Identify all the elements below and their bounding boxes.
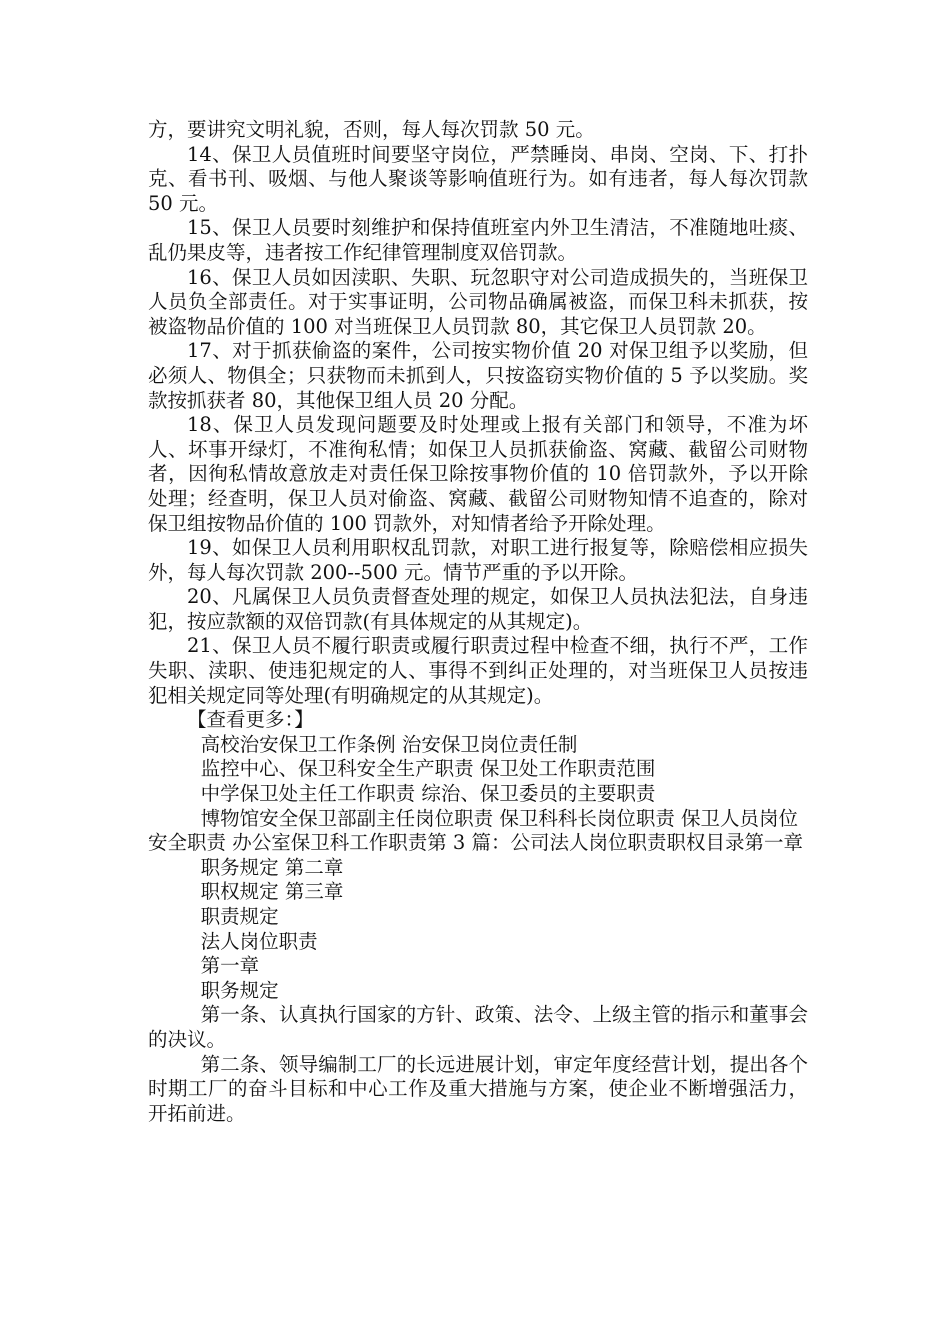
- paragraph-continued: 方，要讲究文明礼貌，否则，每人每次罚款 50 元。: [148, 118, 595, 141]
- paragraph-rule-19: 19、如保卫人员利用职权乱罚款，对职工进行报复等，除赔偿相应损失外，每人每次罚款 200--500 元。情节严重的予以开除。: [148, 536, 808, 584]
- toc-line: 法人岗位职责: [200, 929, 318, 953]
- article-2: 第二条、领导编制工厂的长远进展计划，审定年度经营计划，提出各个时期工厂的奋斗目标和中心工作及重大措施与方案，使企业不断增强活力，开拓前进。: [148, 1052, 808, 1125]
- paragraph-rule-15: 15、保卫人员要时刻维护和保持值班室内外卫生清洁，不准随地吐痰、乱仍果皮等，违者按工作纪律管理制度双倍罚款。: [148, 216, 808, 264]
- see-more-label: 【查看更多：】: [187, 708, 314, 732]
- chapter-heading: 第一章: [200, 954, 260, 978]
- paragraph-rule-14: 14、保卫人员值班时间要坚守岗位，严禁睡岗、串岗、空岗、下、打扑克、看书刊、吸烟、与他人聚谈等影响值班行为。如有违者，每人每次罚款 50 元。: [148, 142, 808, 215]
- toc-line: 职务规定 第二章: [200, 855, 344, 879]
- document-page: [148, 118, 808, 1126]
- paragraph-rule-18: 18、保卫人员发现问题要及时处理或上报有关部门和领导，不准为坏人、坏事开绿灯，不准徇私情；如保卫人员抓获偷盗、窝藏、截留公司财物者，因徇私情故意放走对责任保卫除按事物价值的 10 倍罚款外，予以开除处理；经查明，保卫人员对偷盗、窝藏、截留公司财物知情不追查的，除对保卫组按物品价值的 100 罚款外，对知情者给予开除处理。: [148, 413, 808, 535]
- paragraph-rule-21: 21、保卫人员不履行职责或履行职责过程中检查不细，执行不严，工作失职、渎职、使违犯规定的人、事得不到纠正处理的，对当班保卫人员按违犯相关规定同等处理(有明确规定的从其规定)。: [148, 634, 808, 707]
- paragraph-rule-20: 20、凡属保卫人员负责督查处理的规定，如保卫人员执法犯法，自身违犯，按应款额的双倍罚款(有具体规定的从其规定)。: [148, 585, 808, 633]
- related-link-line[interactable]: 监控中心、保卫科安全生产职责 保卫处工作职责范围: [200, 757, 656, 781]
- paragraph-rule-17: 17、对于抓获偷盗的案件，公司按实物价值 20 对保卫组予以奖励，但必须人、物俱全；只获物而未抓到人，只按盗窃实物价值的 5 予以奖励。奖款按抓获者 80，其他保卫组人员 20 分配。: [148, 339, 808, 412]
- paragraph-rule-16: 16、保卫人员如因渎职、失职、玩忽职守对公司造成损失的，当班保卫人员负全部责任。对于实事证明，公司物品确属被盗，而保卫科未抓获，按被盗物品价值的 100 对当班保卫人员罚款 80，其它保卫人员罚款 20。: [148, 265, 808, 338]
- related-link-line[interactable]: 高校治安保卫工作条例 治安保卫岗位责任制: [200, 732, 578, 756]
- related-link-wrapped[interactable]: 博物馆安全保卫部副主任岗位职责 保卫科科长岗位职责 保卫人员岗位安全职责 办公室保卫科工作职责第 3 篇：公司法人岗位职责职权目录第一章: [148, 806, 804, 855]
- section-heading: 职务规定: [200, 978, 279, 1002]
- toc-line: 职权规定 第三章: [200, 880, 344, 904]
- toc-line: 职责规定: [200, 905, 279, 928]
- article-1: 第一条、认真执行国家的方针、政策、法令、上级主管的指示和董事会的决议。: [148, 1003, 808, 1051]
- related-link-line[interactable]: 中学保卫处主任工作职责 综治、保卫委员的主要职责: [200, 782, 656, 806]
